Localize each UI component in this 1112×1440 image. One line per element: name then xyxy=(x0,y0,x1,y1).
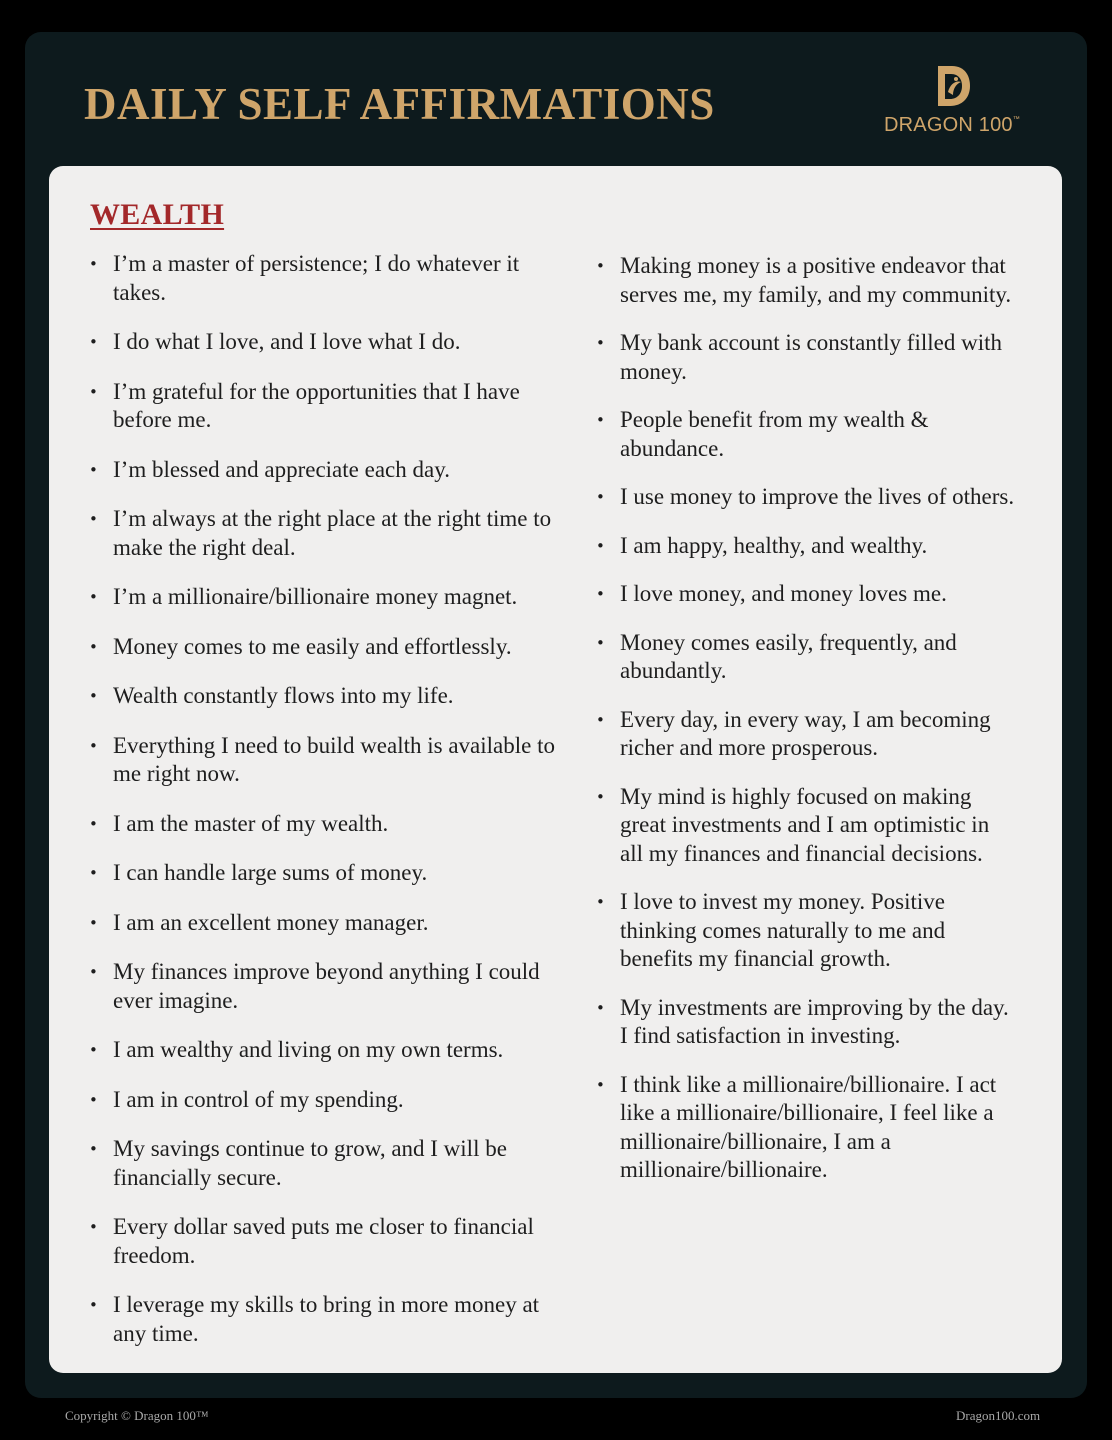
affirmation-item: • My bank account is constantly filled with money. xyxy=(596,330,1002,384)
affirmation-item: • My finances improve beyond anything I could ever imagine. xyxy=(89,959,540,1013)
bullet-icon: • xyxy=(89,588,98,606)
affirmation-item: • I use money to improve the lives of others. xyxy=(596,483,1016,512)
bullet-icon: • xyxy=(596,787,605,806)
bullet-icon: • xyxy=(89,1140,98,1158)
bullet-icon: • xyxy=(89,687,98,705)
bullet-icon: • xyxy=(596,998,605,1017)
bullet-icon: • xyxy=(596,585,605,603)
affirmation-item: • I think like a millionaire/billionaire. I act like a millionaire/billionaire, I feel like a millionaire/billionaire, I am a millionaire/billionaire. xyxy=(596,1071,997,1182)
bullet-icon: • xyxy=(89,382,98,401)
dragon-100-logo xyxy=(876,64,1036,144)
affirmation-item: • Money comes easily, frequently, and abundantly. xyxy=(596,629,957,683)
website-text: Dragon100.com xyxy=(956,1408,1041,1423)
bullet-icon: • xyxy=(596,257,605,275)
bullet-icon: • xyxy=(89,460,98,479)
affirmation-item: • I am an excellent money manager. xyxy=(89,909,559,938)
affirmation-item: • I’m always at the right place at the right time to make the right deal. xyxy=(89,506,552,560)
bullet-icon: • xyxy=(89,255,98,273)
section-heading-wealth: WEALTH xyxy=(90,198,225,231)
bullet-icon: • xyxy=(89,913,98,932)
affirmation-item: • My investments are improving by the day. I find satisfaction in investing. xyxy=(596,994,1009,1048)
affirmation-item: • I do what I love, and I love what I do. xyxy=(89,328,559,357)
bullet-icon: • xyxy=(596,633,605,652)
affirmation-item: • Everything I need to build wealth is available to me right now. xyxy=(89,732,555,786)
bullet-icon: • xyxy=(596,1075,605,1094)
affirmation-item: • I can handle large sums of money. xyxy=(89,859,559,888)
affirmation-item: • Wealth constantly flows into my life. xyxy=(89,682,559,711)
bullet-icon: • xyxy=(89,963,98,981)
affirmation-item: • I’m a millionaire/billionaire money magnet. xyxy=(89,583,559,612)
bullet-icon: • xyxy=(596,488,605,506)
bullet-icon: • xyxy=(89,1218,98,1236)
affirmation-item: • My savings continue to grow, and I will be financially secure. xyxy=(89,1136,507,1190)
bullet-icon: • xyxy=(596,893,605,911)
bullet-icon: • xyxy=(596,334,605,352)
bullet-icon: • xyxy=(89,510,98,528)
logo-wordmark: DRAGON 100™ xyxy=(884,114,1020,136)
affirmation-item: • I am wealthy and living on my own terms. xyxy=(89,1036,559,1065)
affirmations-list-right xyxy=(596,252,1016,1205)
bullet-icon: • xyxy=(89,864,98,882)
bullet-icon: • xyxy=(89,1041,98,1059)
affirmation-item: • Every dollar saved puts me closer to financial freedom. xyxy=(89,1214,534,1268)
affirmation-item: • I love to invest my money. Positive thinking comes naturally to me and benefits my financial growth. xyxy=(596,889,946,971)
bullet-icon: • xyxy=(89,736,98,755)
affirmation-item: • I love money, and money loves me. xyxy=(596,580,1016,609)
bullet-icon: • xyxy=(89,814,98,833)
bullet-icon: • xyxy=(89,1296,98,1314)
copyright-text: Copyright © Dragon 100™ xyxy=(65,1408,209,1423)
affirmations-card xyxy=(49,166,1062,1373)
affirmation-item: • I’m grateful for the opportunities that I have before me. xyxy=(89,378,520,432)
affirmation-item: • I leverage my skills to bring in more money at any time. xyxy=(89,1292,540,1346)
affirmation-item: • People benefit from my wealth & abundance. xyxy=(596,407,929,461)
affirmations-list-left xyxy=(89,250,559,1369)
bullet-icon: • xyxy=(89,1090,98,1109)
affirmation-item: • Making money is a positive endeavor that serves me, my family, and my community. xyxy=(596,253,1012,307)
affirmation-item: • My mind is highly focused on making great investments and I am optimistic in all my finances and financial decisions. xyxy=(596,783,990,866)
page-title: DAILY SELF AFFIRMATIONS xyxy=(84,79,715,129)
dragon-d-icon xyxy=(932,64,972,108)
affirmation-item: • I am the master of my wealth. xyxy=(89,810,559,839)
affirmation-item: • Every day, in every way, I am becoming richer and more prosperous. xyxy=(596,706,991,760)
affirmation-item: • I am in control of my spending. xyxy=(89,1086,559,1115)
affirmation-item: • I’m blessed and appreciate each day. xyxy=(89,456,559,485)
bullet-icon: • xyxy=(89,637,98,656)
affirmation-item: • I’m a master of persistence; I do whatever it takes. xyxy=(89,251,520,305)
bullet-icon: • xyxy=(596,411,605,429)
affirmation-item: • I am happy, healthy, and wealthy. xyxy=(596,532,1016,561)
bullet-icon: • xyxy=(596,710,605,729)
bullet-icon: • xyxy=(596,536,605,555)
affirmation-item: • Money comes to me easily and effortlessly. xyxy=(89,633,559,662)
bullet-icon: • xyxy=(89,333,98,351)
